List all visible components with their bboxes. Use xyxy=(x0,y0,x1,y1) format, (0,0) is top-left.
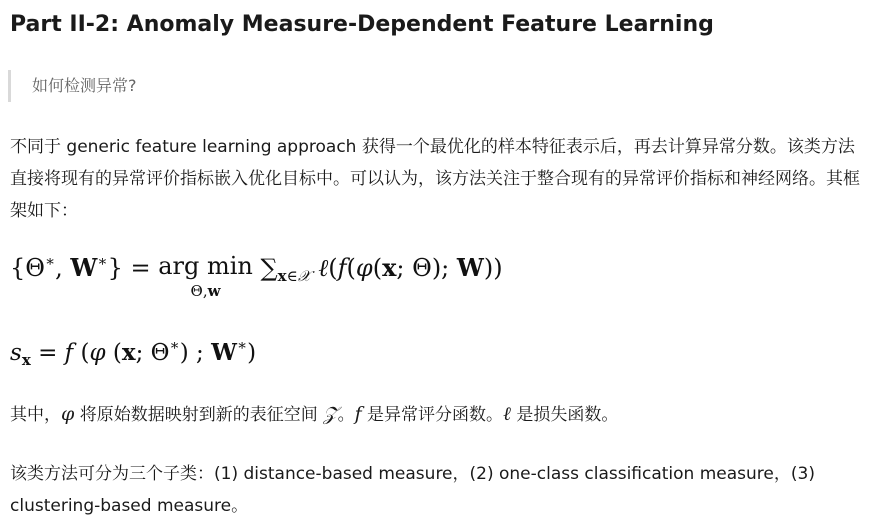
question-blockquote xyxy=(8,70,137,102)
intro-paragraph: 不同于 generic feature learning approach 获得一个最优化的样本特征表示后，再去计算异常分数。该类方法直接将现有的异常评价指标嵌入优化目标中。可以认为，该方法关注于整合现有的异常评价指标和神经网络。其框架如下： xyxy=(10,137,860,221)
blockquote-text: 如何检测异常? xyxy=(32,76,137,95)
def-separator: 。 xyxy=(337,405,355,425)
argmin-operator: arg min Θ,w xyxy=(158,252,253,300)
score-rhs: = f (φ (x; Θ∗) ; W∗) xyxy=(38,336,257,366)
space-symbol: 𝒵 xyxy=(323,403,338,425)
score-lhs: s xyxy=(10,340,22,366)
objective-lhs: {Θ∗, W∗} = xyxy=(10,252,159,282)
def-prefix: 其中， xyxy=(10,405,61,425)
loss-text: 是损失函数。 xyxy=(510,405,619,425)
categories-paragraph: 该类方法可分为三个子类：(1) distance-based measure，(2) one-class classification measure，(3) clustering-based measure。 xyxy=(10,464,815,516)
sum-subscript: x∈𝒳 xyxy=(277,267,311,285)
section-heading: Part II-2: Anomaly Measure-Dependent Feature Learning xyxy=(10,12,714,37)
objective-body: ℓ(f(φ(x; Θ); W)) xyxy=(318,253,503,282)
phi-text: 将原始数据映射到新的表征空间 xyxy=(74,405,324,425)
definitions-paragraph xyxy=(10,398,870,431)
f-text: 是异常评分函数。 xyxy=(361,405,504,425)
score-lhs-subscript: x xyxy=(21,351,31,369)
phi-symbol: φ xyxy=(61,403,75,425)
f-symbol: f xyxy=(354,403,362,425)
objective-formula xyxy=(10,252,503,306)
argmin-subscript: Θ,w xyxy=(190,282,221,300)
sum-symbol: ∑ xyxy=(260,254,278,282)
loss-symbol: ℓ xyxy=(503,403,511,425)
score-formula xyxy=(10,336,256,370)
